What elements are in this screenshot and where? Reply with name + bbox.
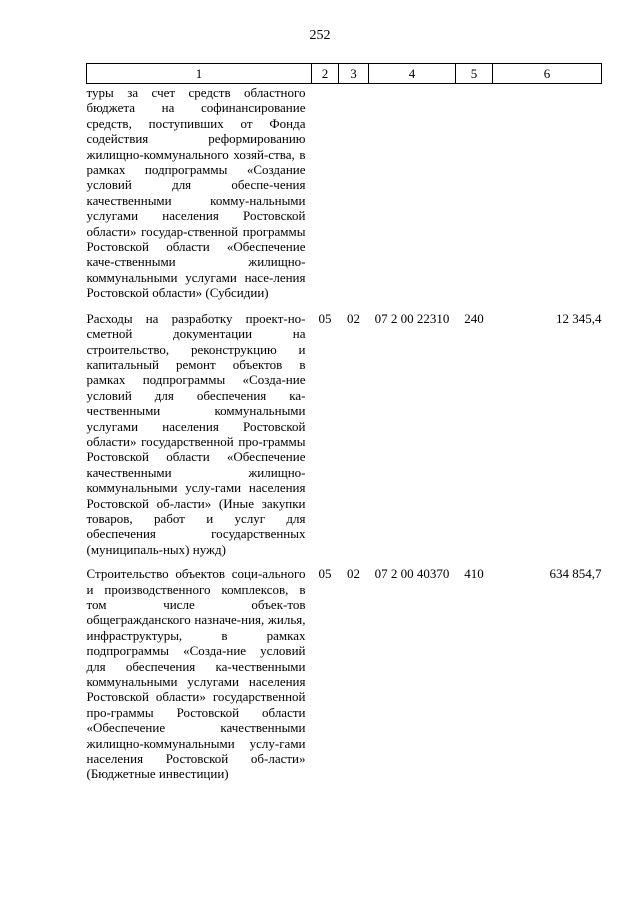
page-number: 252: [309, 28, 331, 43]
row-target-code: 07 2 00 40370: [374, 566, 450, 582]
column-header: 1: [87, 64, 312, 84]
column-header: 6: [493, 64, 602, 84]
row-subsection: 02: [347, 310, 360, 326]
row-amount: 634 854,7: [549, 566, 602, 582]
column-header: 3: [339, 64, 369, 84]
row-expense-type: [456, 84, 493, 307]
row-target-code: 07 2 00 22310: [374, 310, 450, 326]
row-section: 05: [318, 566, 332, 582]
row-subsection: [339, 84, 369, 307]
table-row: [87, 562, 602, 787]
row-expense-type: 240: [464, 310, 484, 326]
table-header-row: [87, 64, 602, 84]
column-header: 5: [456, 64, 493, 84]
table-row: [87, 84, 602, 307]
column-header: 2: [312, 64, 339, 84]
row-expense-type: 410: [464, 566, 484, 582]
row-description: Строительство объектов соци-ального и производственного комплексов, в том числе объек-тов общегражданского назначе-ния, жилья, инфраструктуры, в рамках подпрограммы «Созда-ние условий для обеспечения ка-чественными коммунальными услугами населения Ростовской области» государственной про-граммы Ростовской области «Обеспечение качественными жилищно-коммунальными услу-гами населения Ростовской об-ласти» (Бюджетные инвестиции): [86, 566, 306, 782]
budget-table: [86, 63, 602, 787]
row-target-code: [369, 84, 456, 307]
row-description: туры за счет средств областного бюджета на софинансирование средств, поступивших от Фонда содействия реформированию жилищно-коммунального хозяй-ства, в рамках подпрограммы «Создание условий для обеспе-чения качественными комму-нальными услугами населения Ростовской области» государ-ственной программы Ростовской области «Обеспечение каче-ственными жилищно-коммунальными услугами насе-ления Ростовской области» (Субсидии): [86, 85, 306, 301]
row-amount: [493, 84, 602, 307]
row-description: Расходы на разработку проект-но-сметной документации на строительство, реконструкцию и капитальный ремонт объектов в рамках подпрограммы «Созда-ние условий для обеспечения ка-чественными коммунальными услугами населения Ростовской области» государственной про-граммы Ростовской области «Обеспечение качественными жилищно-коммунальными услу-гами населения Ростовской об-ласти» (Иные закупки товаров, работ и услуг для обеспечения государственных (муниципаль-ных) нужд): [86, 310, 306, 557]
table-row: [87, 307, 602, 563]
row-amount: 12 345,4: [556, 310, 602, 326]
column-header: 4: [369, 64, 456, 84]
row-section: 05: [318, 310, 332, 326]
row-subsection: 02: [347, 566, 360, 582]
row-section: [312, 84, 339, 307]
